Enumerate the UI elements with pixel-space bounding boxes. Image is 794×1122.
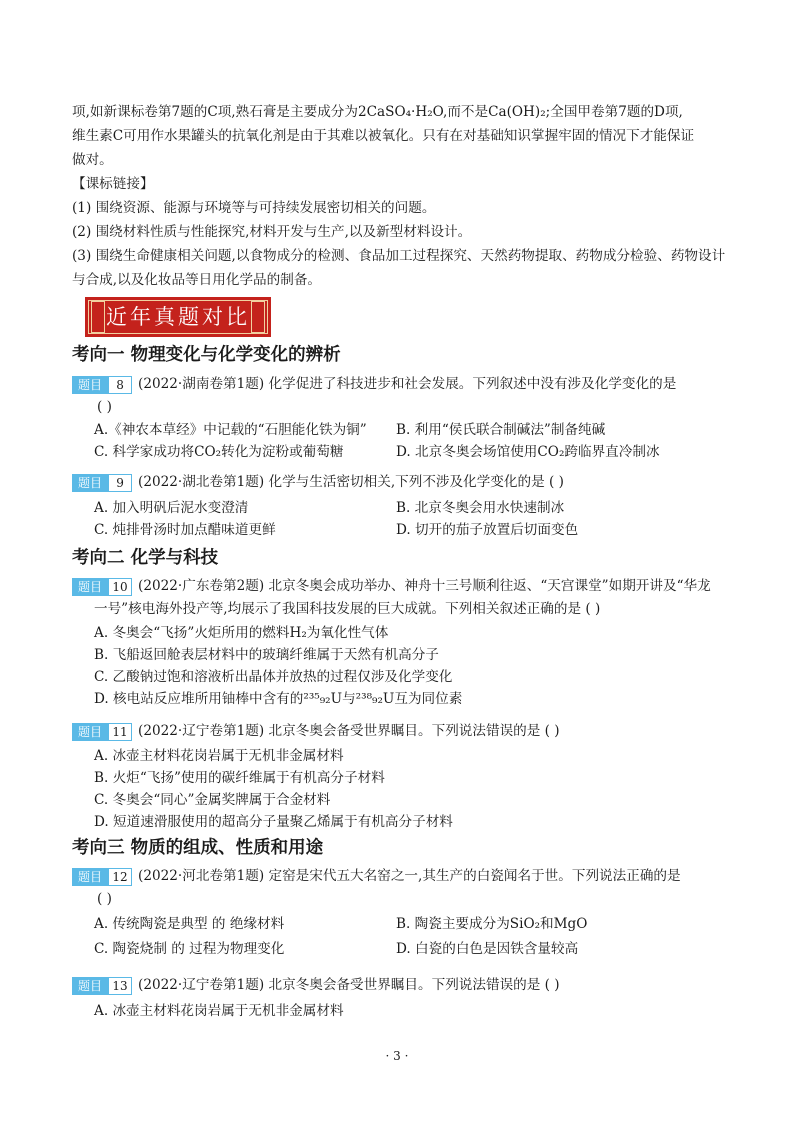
question-9-option-b: B. 北京冬奥会用水快速制冰 [396, 500, 565, 516]
question-10-stem-2: 一号”核电海外投产等,均展示了我国科技发展的巨大成就。下列相关叙述正确的是 ( ) [94, 601, 601, 617]
curriculum-item-2: (2) 围绕材料性质与性能探究,材料开发与生产,以及新型材料设计。 [72, 224, 472, 240]
badge-label: 题目 [72, 723, 108, 741]
badge-number: 8 [108, 376, 132, 394]
question-8-option-a: A.《神农本草经》中记载的“石胆能化铁为铜” [94, 422, 367, 438]
badge-number: 11 [108, 723, 132, 741]
question-8-option-c: C. 科学家成功将CO₂转化为淀粉或葡萄糖 [94, 444, 344, 460]
question-badge [72, 578, 132, 596]
question-13-stem-line [72, 975, 560, 995]
question-9-stem-line [72, 472, 564, 492]
badge-label: 题目 [72, 376, 108, 394]
question-8-answer-paren: ( ) [97, 399, 112, 415]
section-title-3: 考向三 物质的组成、性质和用途 [72, 838, 324, 858]
badge-number: 9 [108, 474, 132, 492]
curriculum-item-1: (1) 围绕资源、能源与环境等与可持续发展密切相关的问题。 [72, 200, 436, 216]
question-10-stem-1: (2022·广东卷第2题) 北京冬奥会成功举办、神舟十三号顺利往返、“天宫课堂”如期开讲及“华龙 [138, 578, 711, 594]
question-12-option-a: A. 传统陶瓷是典型 的 绝缘材料 [94, 916, 285, 932]
question-10-option-c: C. 乙酸钠过饱和溶液析出晶体并放热的过程仅涉及化学变化 [94, 669, 453, 685]
badge-number: 10 [108, 578, 132, 596]
badge-number: 12 [108, 868, 132, 886]
question-13-option-a: A. 冰壶主材料花岗岩属于无机非金属材料 [94, 1003, 344, 1019]
question-12-option-d: D. 白瓷的白色是因铁含量较高 [396, 941, 579, 957]
question-12-answer-paren: ( ) [97, 891, 112, 907]
question-badge [72, 474, 132, 492]
question-12-stem-line [72, 866, 681, 886]
question-8-stem: (2022·湖南卷第1题) 化学促进了科技进步和社会发展。下列叙述中没有涉及化学变化的是 [138, 376, 677, 392]
curriculum-item-3: (3) 围绕生命健康相关问题,以食物成分的检测、食品加工过程探究、天然药物提取、药物成分检验、药物设计 [72, 248, 726, 264]
question-12-stem: (2022·河北卷第1题) 定窑是宋代五大名窑之一,其生产的白瓷闻名于世。下列说法正确的是 [138, 868, 681, 884]
question-8-option-d: D. 北京冬奥会场馆使用CO₂跨临界直冷制冰 [396, 444, 660, 460]
question-13-stem: (2022·辽宁卷第1题) 北京冬奥会备受世界瞩目。下列说法错误的是 ( ) [138, 977, 560, 993]
badge-label: 题目 [72, 977, 108, 995]
question-11-stem-line [72, 721, 560, 741]
section-title-2: 考向二 化学与科技 [72, 548, 219, 568]
question-11-option-d: D. 短道速滑服使用的超高分子量聚乙烯属于有机高分子材料 [94, 814, 453, 830]
question-10-option-b: B. 飞船返回舱表层材料中的玻璃纤维属于天然有机高分子 [94, 647, 439, 663]
page-number: · 3 · [385, 1049, 409, 1063]
question-11-option-a: A. 冰壶主材料花岗岩属于无机非金属材料 [94, 748, 344, 764]
banner-title: 近年真题对比 [106, 305, 250, 329]
question-badge [72, 376, 132, 394]
question-badge [72, 977, 132, 995]
question-8-stem-line [72, 374, 676, 394]
question-9-stem: (2022·湖北卷第1题) 化学与生活密切相关,下列不涉及化学变化的是 ( ) [138, 474, 564, 490]
question-12-option-c: C. 陶瓷烧制 的 过程为物理变化 [94, 941, 285, 957]
curriculum-item-3-cont: 与合成,以及化妆品等日用化学品的制备。 [72, 272, 322, 288]
intro-line-1: 项,如新课标卷第7题的C项,熟石膏是主要成分为2CaSO₄·H₂O,而不是Ca(OH)₂;全国甲卷第7题的D项, [72, 104, 683, 120]
section-banner [85, 297, 271, 337]
question-11-option-b: B. 火炬“飞扬”使用的碳纤维属于有机高分子材料 [94, 770, 385, 786]
question-9-option-d: D. 切开的茄子放置后切面变色 [396, 522, 579, 538]
badge-label: 题目 [72, 868, 108, 886]
intro-line-3: 做对。 [72, 152, 113, 168]
question-badge [72, 723, 132, 741]
section-title-1: 考向一 物理变化与化学变化的辨析 [72, 345, 341, 365]
question-10-stem-line [72, 576, 711, 596]
badge-label: 题目 [72, 578, 108, 596]
question-11-stem: (2022·辽宁卷第1题) 北京冬奥会备受世界瞩目。下列说法错误的是 ( ) [138, 723, 560, 739]
badge-label: 题目 [72, 474, 108, 492]
question-badge [72, 868, 132, 886]
question-12-option-b: B. 陶瓷主要成分为SiO₂和MgO [396, 916, 588, 932]
question-11-option-c: C. 冬奥会“同心”金属奖牌属于合金材料 [94, 792, 331, 808]
question-8-option-b: B. 利用“侯氏联合制碱法”制备纯碱 [396, 422, 606, 438]
question-10-option-d: D. 核电站反应堆所用铀棒中含有的²³⁵₉₂U与²³⁸₉₂U互为同位素 [94, 691, 463, 707]
curriculum-heading: 【课标链接】 [72, 176, 154, 192]
question-9-option-a: A. 加入明矾后泥水变澄清 [94, 500, 249, 516]
question-9-option-c: C. 炖排骨汤时加点醋味道更鲜 [94, 522, 276, 538]
question-10-option-a: A. 冬奥会“飞扬”火炬所用的燃料H₂为氧化性气体 [94, 625, 389, 641]
intro-line-2: 维生素C可用作水果罐头的抗氧化剂是由于其难以被氧化。只有在对基础知识掌握牢固的情况下才能保证 [72, 128, 695, 144]
badge-number: 13 [108, 977, 132, 995]
